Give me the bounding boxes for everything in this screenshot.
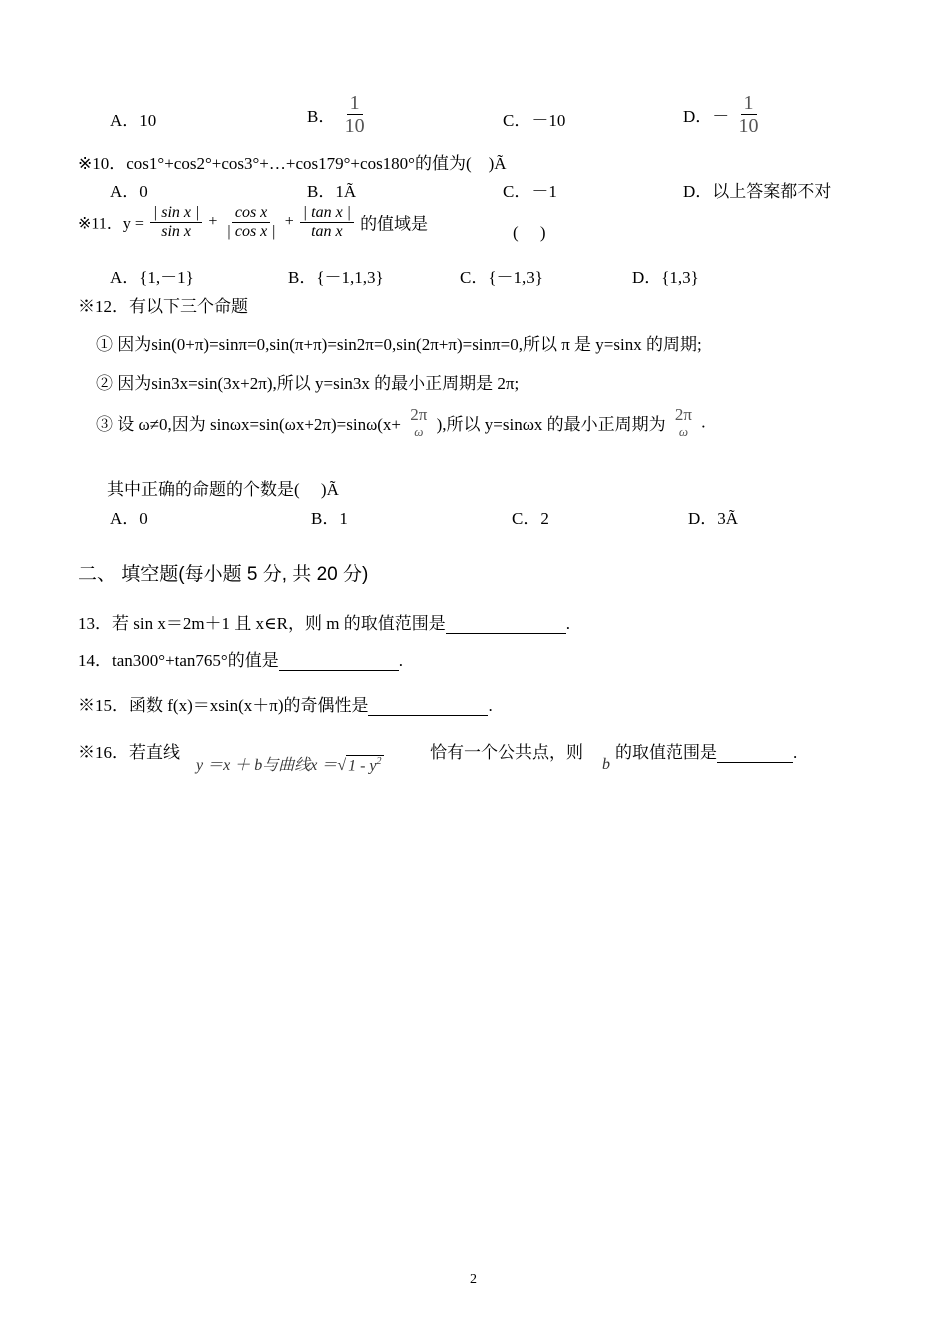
page-number: 2 bbox=[470, 1272, 477, 1287]
q11-answer-paren: ( ) bbox=[513, 223, 546, 242]
fraction-denominator: 10 bbox=[738, 115, 759, 137]
fraction-numerator: 2π bbox=[410, 405, 428, 424]
q16-end: . bbox=[793, 743, 798, 762]
q12-p3-part-b: ),所以 y=sinωx 的最小正周期为 bbox=[436, 414, 666, 434]
fraction-denominator: | cos x | bbox=[226, 222, 276, 240]
q13-text: 13．若 sin x＝2m＋1 且 x∈R，则 m 的取值范围是 bbox=[78, 614, 446, 633]
fraction-denominator: tan x bbox=[311, 222, 343, 240]
q13-end: . bbox=[565, 614, 570, 633]
q10-option-d: D．以上答案都不对 bbox=[683, 182, 832, 201]
fraction-denominator: ω bbox=[678, 423, 689, 439]
q11-fraction-2 bbox=[223, 204, 278, 240]
q11-option-d: D．{1,3} bbox=[632, 268, 699, 287]
fraction-numerator: | sin x | bbox=[150, 204, 203, 223]
q12-option-a: A．0 bbox=[110, 509, 148, 528]
q10-option-b: B．1Ã bbox=[307, 182, 357, 201]
q10-stem: ※10．cos1°+cos2°+cos3°+…+cos179°+cos180°的值为( )Ã bbox=[78, 154, 507, 173]
q11-prefix: ※11．y = bbox=[78, 215, 144, 233]
q12-p3-part-a: ③ 设 ω≠0,因为 sinωx=sin(ωx+2π)=sinω(x+ bbox=[96, 414, 402, 434]
q9-option-c: C．－10 bbox=[503, 111, 566, 130]
q16-prefix: ※16．若直线 bbox=[78, 743, 180, 762]
q10-option-c: C．－1 bbox=[503, 182, 557, 201]
q12-proposition-3 bbox=[96, 406, 706, 439]
q11-fraction-1 bbox=[150, 204, 203, 240]
q16-radicand-exponent: 2 bbox=[376, 755, 382, 767]
q15-text: ※15．函数 f(x)＝xsin(x＋π)的奇偶性是 bbox=[78, 696, 369, 715]
fraction-numerator: 1 bbox=[741, 92, 757, 115]
fraction-numerator: | tan x | bbox=[300, 204, 354, 223]
fraction-numerator: 2π bbox=[674, 405, 692, 424]
q12-p3-fraction-2 bbox=[672, 406, 695, 439]
q16-formula-radicand bbox=[346, 755, 383, 775]
q14 bbox=[78, 646, 403, 671]
fraction-denominator: ω bbox=[414, 423, 424, 439]
q12-option-b: B．1 bbox=[311, 509, 348, 528]
q11-option-a: A．{1,－1} bbox=[110, 268, 194, 287]
fraction-denominator: 10 bbox=[344, 115, 365, 137]
q9-option-a: A．10 bbox=[110, 111, 157, 130]
plus-sign: + bbox=[208, 213, 218, 231]
plus-sign: + bbox=[284, 213, 294, 231]
q15-answer-blank[interactable] bbox=[368, 699, 488, 716]
q11-stem bbox=[78, 204, 428, 240]
q12-ask: 其中正确的命题的个数是( )Ã bbox=[107, 480, 339, 499]
q14-text: 14．tan300°+tan765°的值是 bbox=[78, 651, 279, 670]
q16-b: b bbox=[602, 756, 610, 773]
q12-option-c: C．2 bbox=[512, 509, 549, 528]
sqrt-icon: √ bbox=[337, 757, 347, 774]
q13-answer-blank[interactable] bbox=[446, 617, 566, 634]
q15-end: . bbox=[488, 696, 493, 715]
q12-stem: ※12．有以下三个命题 bbox=[78, 297, 248, 316]
q16-mid: 恰有一个公共点，则 bbox=[430, 743, 583, 762]
q13 bbox=[78, 609, 570, 634]
q11-fraction-3 bbox=[300, 204, 354, 240]
q14-end: . bbox=[398, 651, 403, 670]
q9-option-b bbox=[307, 92, 370, 137]
q11-option-c: C．{－1,3} bbox=[460, 268, 543, 287]
q9-option-d bbox=[683, 92, 764, 137]
fraction-denominator: sin x bbox=[161, 222, 192, 240]
section-heading: 二、 填空题(每小题 5 分, 共 20 分) bbox=[78, 564, 369, 585]
q16-suffix: 的取值范围是 bbox=[615, 743, 717, 762]
q15 bbox=[78, 691, 493, 716]
fraction-numerator: 1 bbox=[347, 92, 363, 115]
q12-proposition-2: ② 因为sin3x=sin(3x+2π),所以 y=sin3x 的最小正周期是 2π; bbox=[96, 374, 520, 393]
q16-end-line bbox=[615, 738, 797, 763]
q11-suffix: 的值域是 bbox=[360, 214, 429, 234]
q16-radicand-text: 1 - y bbox=[348, 757, 377, 774]
q12-option-d: D．3Ã bbox=[688, 509, 739, 528]
q12-p3-fraction-1 bbox=[407, 406, 430, 439]
q9-option-b-fraction bbox=[342, 92, 368, 137]
q16-formula-text: y ＝x ＋ b与曲线x ＝ bbox=[196, 757, 338, 774]
q12-p3-end: . bbox=[701, 412, 706, 432]
q16-formula bbox=[196, 752, 384, 775]
q14-answer-blank[interactable] bbox=[279, 654, 399, 671]
q10-option-a: A．0 bbox=[110, 182, 148, 201]
q11-option-b: B．{－1,1,3} bbox=[288, 268, 384, 287]
q9-option-b-label: B． bbox=[307, 107, 336, 126]
q9-option-d-label: D．－ bbox=[683, 107, 730, 126]
q16-answer-blank[interactable] bbox=[717, 746, 793, 763]
q9-option-d-fraction bbox=[736, 92, 762, 137]
q12-proposition-1: ① 因为sin(0+π)=sinπ=0,sin(π+π)=sin2π=0,sin(2π+π)=sinπ=0,所以 π 是 y=sinx 的周期; bbox=[96, 335, 702, 354]
fraction-numerator: cos x bbox=[232, 204, 270, 223]
